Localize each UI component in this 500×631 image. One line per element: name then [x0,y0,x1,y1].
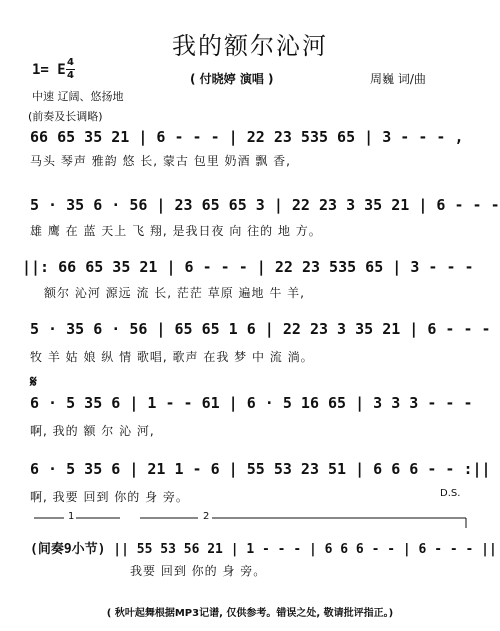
notation-row-4: 5 · 35 6 · 56 | 65 65 1 6 | 22 23 3 35 21 | 6 - - - [30,320,491,338]
time-signature-bottom: 4 [67,70,74,81]
volta-2-label: 2 [203,511,210,522]
song-title: 我的额尔沁河 [172,32,328,60]
lyrics-row-2: 雄 鹰 在 蓝 天上 飞 翔, 是我日夜 向 往的 地 方。 [30,224,322,238]
footer-note: ( 秋叶起舞根据MP3记谱, 仅供参考。错误之处, 敬请批评指正。) [106,608,394,619]
lyrics-row-3: 额尔 沁河 源远 流 长, 茫茫 草原 遍地 牛 羊, [44,286,305,300]
notation-row-3: ||: 66 65 35 21 | 6 - - - | 22 23 535 65 | 3 - - - [22,258,474,276]
lyrics-row-4: 牧 羊 姑 娘 纵 情 歌唱, 歌声 在我 梦 中 流 淌。 [30,350,314,364]
time-signature-top: 4 [67,57,74,68]
notation-row-7: (间奏9小节) || 55 53 56 21 | 1 - - - | 6 6 6 - - | 6 - - - || [30,542,497,557]
tempo-marking: 中速 辽阔、悠扬地 [32,90,124,103]
dal-segno-marking: D.S. [440,488,461,499]
notation-row-1: 66 65 35 21 | 6 - - - | 22 23 535 65 | 3 - - - , [30,128,464,146]
lyrics-row-1: 马头 琴声 雅韵 悠 长, 蒙古 包里 奶酒 飘 香, [30,154,291,168]
notation-row-5: 6 · 5 35 6 | 1 - - 61 | 6 · 5 16 65 | 3 3 3 - - - [30,394,473,412]
segno-sign: 𝄋 [30,372,37,391]
prelude-note: (前奏及长调略) [28,110,103,123]
volta-1-label: 1 [68,511,75,522]
notation-row-6: 6 · 5 35 6 | 21 1 - 6 | 55 53 23 51 | 6 6 6 - - :|| [30,460,491,478]
lyrics-row-6: 啊, 我要 回到 你的 身 旁。 [30,490,189,504]
notation-row-2: 5 · 35 6 · 56 | 23 65 65 3 | 22 23 3 35 21 | 6 - - - [30,196,500,214]
singer-credit: ( 付晓婷 演唱 ) [190,72,274,86]
author-credit: 周巍 词/曲 [370,72,426,86]
key-signature: 1= E [32,62,66,78]
lyrics-row-5: 啊, 我的 额 尔 沁 河, [30,424,155,438]
lyrics-row-7: 我要 回到 你的 身 旁。 [130,564,267,578]
